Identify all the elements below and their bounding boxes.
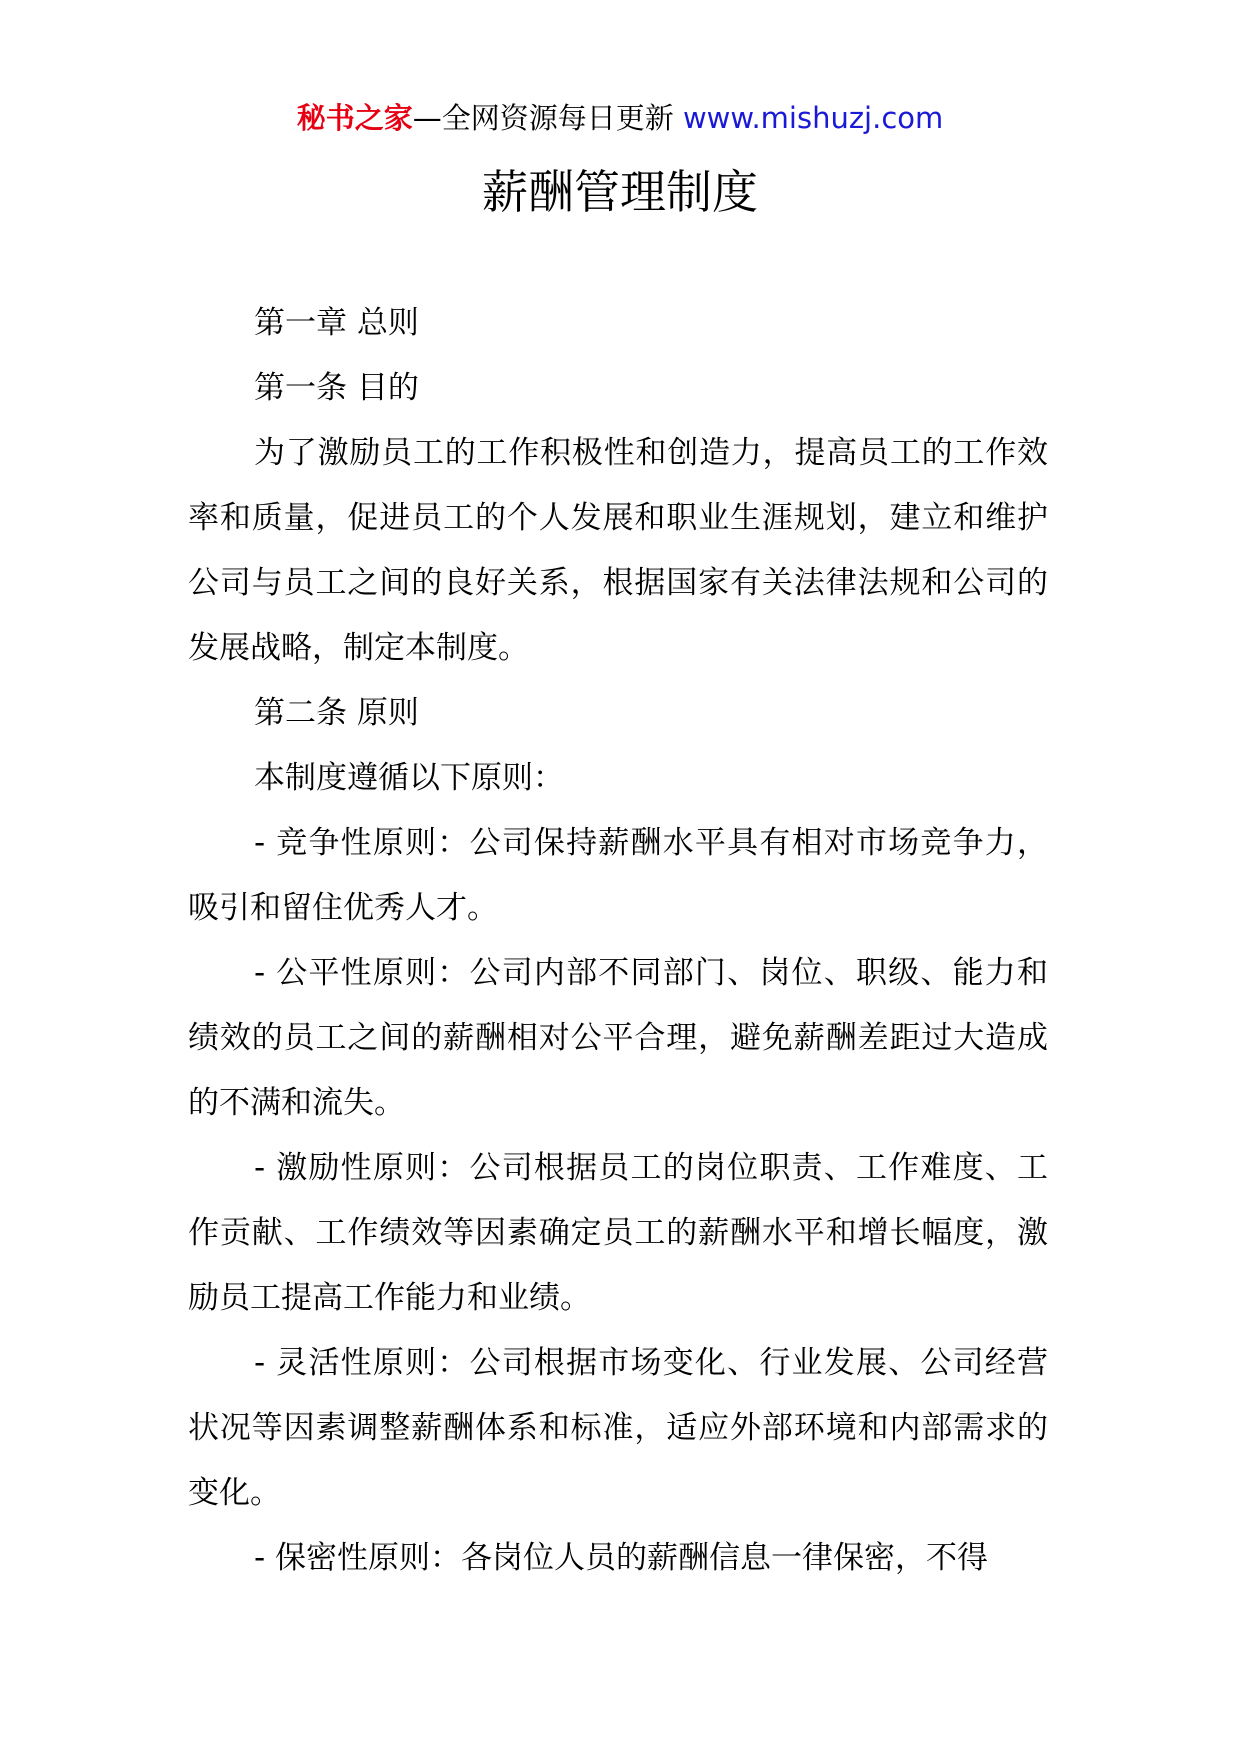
document-title: 薪酬管理制度 bbox=[482, 165, 758, 219]
article-2-intro: 本制度遵循以下原则： bbox=[254, 760, 564, 796]
chapter-heading: 第一章 总则 bbox=[254, 305, 419, 341]
principle-competitiveness: - 竞争性原则：公司保持薪酬水平具有相对市场竞争力，吸引和留住优秀人才。 bbox=[188, 825, 1048, 926]
document-body bbox=[188, 291, 1048, 1591]
site-brand: 秘书之家 bbox=[296, 101, 413, 135]
principle-flexibility: - 灵活性原则：公司根据市场变化、行业发展、公司经营状况等因素调整薪酬体系和标准，适应外部环境和内部需求的变化。 bbox=[188, 1345, 1048, 1511]
site-header bbox=[0, 98, 1240, 138]
article-1-heading: 第一条 目的 bbox=[254, 370, 419, 406]
site-tagline: —全网资源每日更新 bbox=[412, 101, 674, 135]
article-2-heading: 第二条 原则 bbox=[254, 695, 419, 731]
principle-confidentiality: - 保密性原则：各岗位人员的薪酬信息一律保密，不得 bbox=[254, 1540, 989, 1576]
principle-incentive: - 激励性原则：公司根据员工的岗位职责、工作难度、工作贡献、工作绩效等因素确定员工的薪酬水平和增长幅度，激励员工提高工作能力和业绩。 bbox=[188, 1150, 1048, 1316]
site-url-link[interactable]: www.mishuzj.com bbox=[682, 101, 944, 135]
article-1-paragraph: 为了激励员工的工作积极性和创造力，提高员工的工作效率和质量，促进员工的个人发展和职业生涯规划，建立和维护公司与员工之间的良好关系，根据国家有关法律法规和公司的发展战略，制定本制度。 bbox=[188, 435, 1048, 666]
principle-fairness: - 公平性原则：公司内部不同部门、岗位、职级、能力和绩效的员工之间的薪酬相对公平合理，避免薪酬差距过大造成的不满和流失。 bbox=[188, 955, 1048, 1121]
